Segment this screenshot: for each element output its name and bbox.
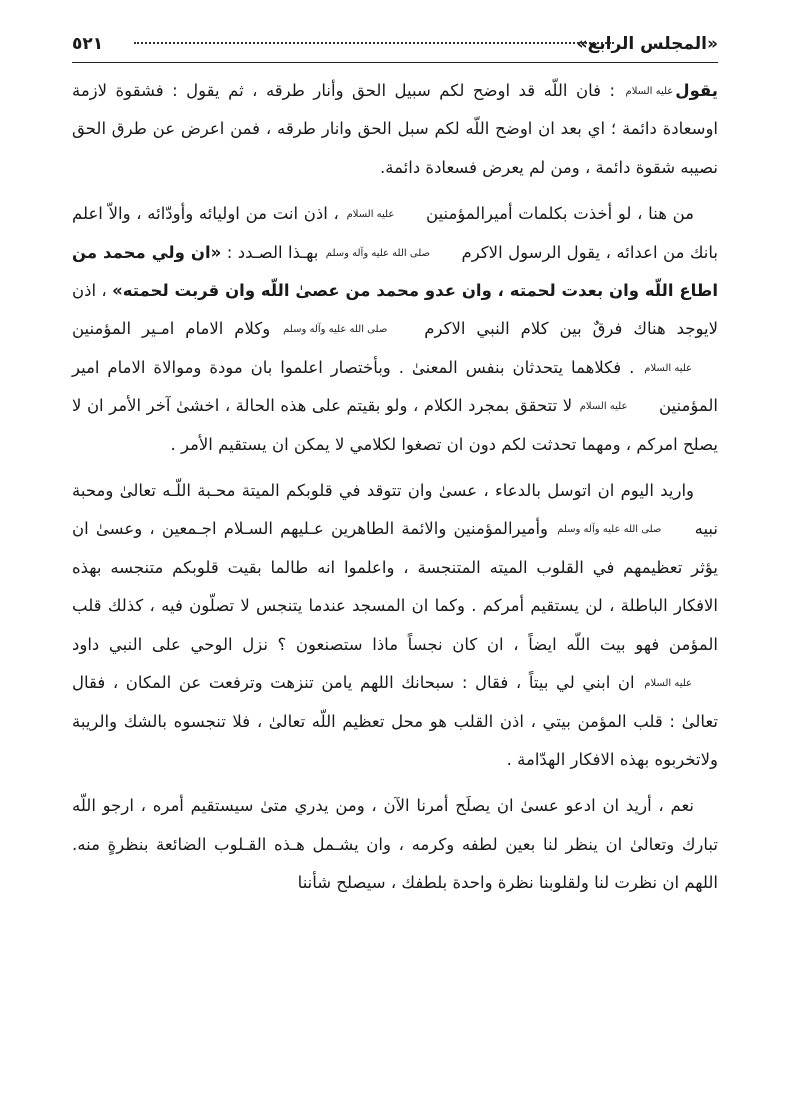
paragraph <box>72 195 718 464</box>
honorific-ligature: عليه السلام <box>346 209 395 221</box>
running-header <box>72 30 718 60</box>
text-run: لا تتحقق بمجرد الكلام ، ولو بقيتم على هذه الحالة ، اخشىٰ آخر الأمر ان لا يصلح امركم ، ومهما تحدثت لكم دون ان تصغوا لكلامي لا يمكن ان يستقيم الأمر . <box>72 396 718 454</box>
text-run: ، اذن انت من اوليائه وأودّائه ، والاّ اعلم بانك من اعدائه ، يقول الرسول الاكرم <box>72 204 719 262</box>
bold-quote: يقول <box>675 81 718 100</box>
text-run: وأميرالمؤمنين والائمة الطاهرين عـليهم السـلام اجـمعين ، وعسىٰ ان يؤثر تعظيمهم في القلوب الميته المتنجسة ، واعلموا انه طالما بقيت قلوبكم متنجسه بهذه الافكار الباطلة ، لن يستقيم أمركم . وكما ان المسجد عندما يتنجس لا تصلّون فيه ، كذلك قلب المؤمن فهو بيت اللّه ايضاً ، ان كان نجساً ماذا ستصنعون ؟ نزل الوحي على النبي داود <box>72 519 718 654</box>
honorific-ligature: عليه السلام <box>625 86 674 97</box>
honorific-ligature: عليه السلام <box>644 678 692 690</box>
dot-leader <box>134 42 614 44</box>
honorific-ligature: صلى الله عليه وآله وسلم <box>325 247 430 259</box>
paragraph <box>72 787 718 902</box>
honorific-ligature: صلى الله عليه وآله وسلم <box>283 324 388 336</box>
paragraph <box>72 72 718 187</box>
text-run: بهـذا الصـدد : <box>221 242 324 262</box>
bold-quote: «ان ولي محمد من اطاع اللّه وان بعدت لحمته ، وان عدو محمد من عصىٰ اللّه وان قربت لحمته» <box>72 242 718 301</box>
honorific-ligature: عليه السلام <box>579 401 628 413</box>
text-run: وكلام الامام امـير المؤمنين <box>72 319 282 339</box>
text-run: من هنا ، لو أخذت بكلمات أميرالمؤمنين <box>420 204 694 224</box>
text-run: نعم ، أريد ان ادعو عسىٰ ان يصلَح أمرنا الآن ، ومن يدري متىٰ سيستقيم أمره ، ارجو اللّه تبارك وتعالىٰ ان ينظر لنا بعين لطفه وكرمه ، وان يشـمل هـذه القـلوب الضائعة بنظرةٍ منه. اللهم ان نظرت لنا ولقلوبنا نظرة واحدة بلطفك ، سيصلح شأننا <box>72 796 718 893</box>
chapter-title: «المجلس الرابع» <box>576 34 718 54</box>
text-run: ، اذن لايوجد هناك فرقٌ بين كلام النبي الاكرم <box>72 281 718 339</box>
text-run: ان ابني لي بيتاً ، فقال : سبحانك اللهم يامن تنزهت وترفعت عن المكان ، فقال تعالىٰ : قلب المؤمن بيتي ، اذن القلب هو محل تعظيم اللّه تعالىٰ ، فلا تنجسوه بالشك والريبة ولاتخربوه بهذه الافكار الهدّامة . <box>72 673 718 769</box>
text-run: . فكلاهما يتحدثان بنفس المعنىٰ . وبأختصار اعلموا بان مودة وموالاة الامام امير المؤمنين <box>72 357 718 416</box>
text-run: واريد اليوم ان اتوسل بالدعاء ، عسىٰ وان تتوقد في قلوبكم الميتة محـبة اللّـه تعالىٰ ومحبة نبيه <box>72 481 718 539</box>
paragraph <box>72 472 718 779</box>
page-number: ٥٢١ <box>72 34 104 54</box>
honorific-ligature: صلى الله عليه وآله وسلم <box>557 524 662 536</box>
page-body <box>72 72 718 1068</box>
header-rule <box>72 62 718 63</box>
honorific-ligature: عليه السلام <box>644 362 692 374</box>
text-run: : فان اللّه قد اوضح لكم سبيل الحق وأنار طرقه ، ثم يقول : فشقوة لازمة اوسعادة دائمة ؛ اي بعد ان اوضح اللّه لكم سبل الحق وانار طرقه ، فمن اعرض عن طرق الحق نصيبه شقوة دائمة ، ومن لم يعرض فسعادة دائمة. <box>72 81 718 177</box>
